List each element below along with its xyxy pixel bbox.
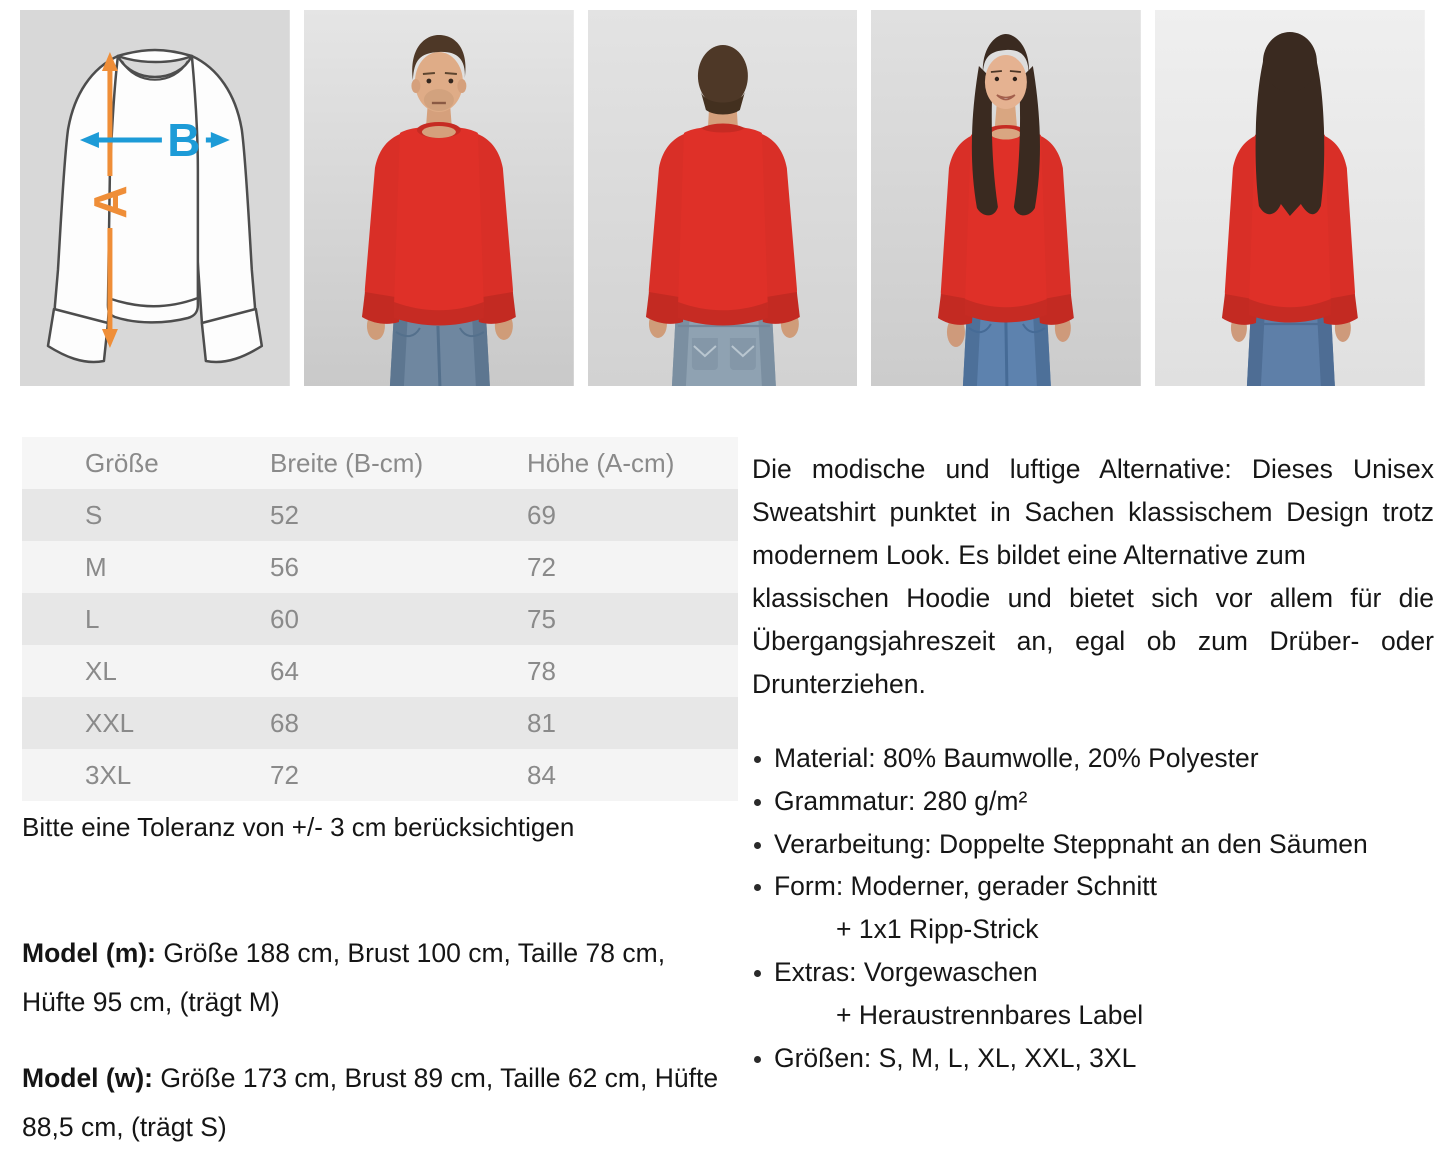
height-cell: 69 — [527, 499, 556, 530]
description-part1: Die modische und luftige Alternative: Dieses Unisex Sweatshirt punktet in Sachen klassischem Design trotz modernem Look. Es bildet eine Alternative zum — [752, 454, 1434, 570]
feature-extras: Extras: Vorgewaschen — [752, 951, 1442, 994]
size-row-3xl — [22, 749, 738, 801]
size-row-xxl — [22, 697, 738, 749]
column-header-width: Breite (B-cm) — [270, 447, 424, 478]
model-male-label: Model (m): — [22, 937, 156, 968]
tolerance-note: Bitte eine Toleranz von +/- 3 cm berücksichtigen — [22, 812, 575, 842]
female-head-back — [1256, 32, 1325, 216]
size-cell: S — [85, 499, 103, 530]
photo-male-model-back — [588, 10, 858, 386]
photo-female-model-back — [1155, 10, 1425, 386]
size-row-s — [22, 489, 738, 541]
size-diagram-image — [20, 10, 290, 386]
male-front-photo — [304, 10, 574, 386]
sweatshirt-outline — [48, 50, 262, 362]
size-cell: 3XL — [85, 759, 132, 790]
male-head-back — [698, 45, 748, 115]
height-cell: 75 — [527, 603, 556, 634]
size-cell: L — [85, 603, 100, 634]
red-sweatshirt — [362, 122, 516, 326]
feature-extras-extra: + Heraustrennbares Label — [836, 999, 1144, 1030]
measure-label-a: A — [83, 185, 136, 219]
measure-label-b: B — [167, 113, 201, 167]
female-back-photo — [1155, 10, 1425, 386]
size-row-xl — [22, 645, 738, 697]
feature-form-extra: + 1x1 Ripp-Strick — [836, 914, 1039, 945]
width-cell: 64 — [270, 655, 299, 686]
height-cell: 81 — [527, 707, 556, 738]
width-cell: 60 — [270, 603, 299, 634]
model-female-measurements — [22, 1054, 727, 1152]
column-header-height: Höhe (A-cm) — [527, 447, 675, 478]
sweatshirt-measure-diagram — [20, 10, 290, 386]
male-back-photo — [588, 10, 858, 386]
model-female-details: Größe 173 cm, Brust 89 cm, Taille 62 cm, Hüfte 88,5 cm, (trägt S) — [22, 1062, 719, 1142]
feature-sizes: Größen: S, M, L, XL, XXL, 3XL — [752, 1037, 1442, 1080]
size-cell: XXL — [85, 707, 135, 738]
width-cell: 52 — [270, 499, 299, 530]
column-header-size: Größe — [85, 447, 159, 478]
female-front-photo — [871, 10, 1141, 386]
feature-form: Form: Moderner, gerader Schnitt — [752, 865, 1442, 908]
size-table-header-row — [22, 437, 738, 489]
feature-list — [752, 737, 1442, 1079]
photo-male-model-front — [304, 10, 574, 386]
model-male-measurements — [22, 929, 727, 1027]
height-cell: 72 — [527, 551, 556, 582]
feature-grammage: Grammatur: 280 g/m² — [752, 780, 1442, 823]
photo-female-model-front — [871, 10, 1141, 386]
feature-material: Material: 80% Baumwolle, 20% Polyester — [752, 737, 1442, 780]
model-female-label: Model (w): — [22, 1062, 153, 1093]
width-cell: 68 — [270, 707, 299, 738]
beard-stubble — [424, 89, 454, 111]
size-cell: M — [85, 551, 107, 582]
size-row-m — [22, 541, 738, 593]
width-cell: 56 — [270, 551, 299, 582]
product-gallery — [20, 10, 1425, 386]
red-sweatshirt — [938, 125, 1074, 325]
feature-workmanship: Verarbeitung: Doppelte Steppnaht an den Säumen — [752, 823, 1442, 866]
width-cell: 72 — [270, 759, 299, 790]
red-sweatshirt-back — [646, 124, 800, 326]
size-table — [22, 437, 738, 801]
description-part2: klassischen Hoodie und bietet sich vor allem für die Übergangsjahreszeit an, egal ob zum Drüber- oder Drunterziehen. — [752, 583, 1434, 699]
size-cell: XL — [85, 655, 117, 686]
model-male-details: Größe 188 cm, Brust 100 cm, Taille 78 cm, Hüfte 95 cm, (trägt M) — [22, 937, 666, 1017]
height-cell: 84 — [527, 759, 556, 790]
height-cell: 78 — [527, 655, 556, 686]
size-row-l — [22, 593, 738, 645]
product-description — [752, 448, 1434, 706]
